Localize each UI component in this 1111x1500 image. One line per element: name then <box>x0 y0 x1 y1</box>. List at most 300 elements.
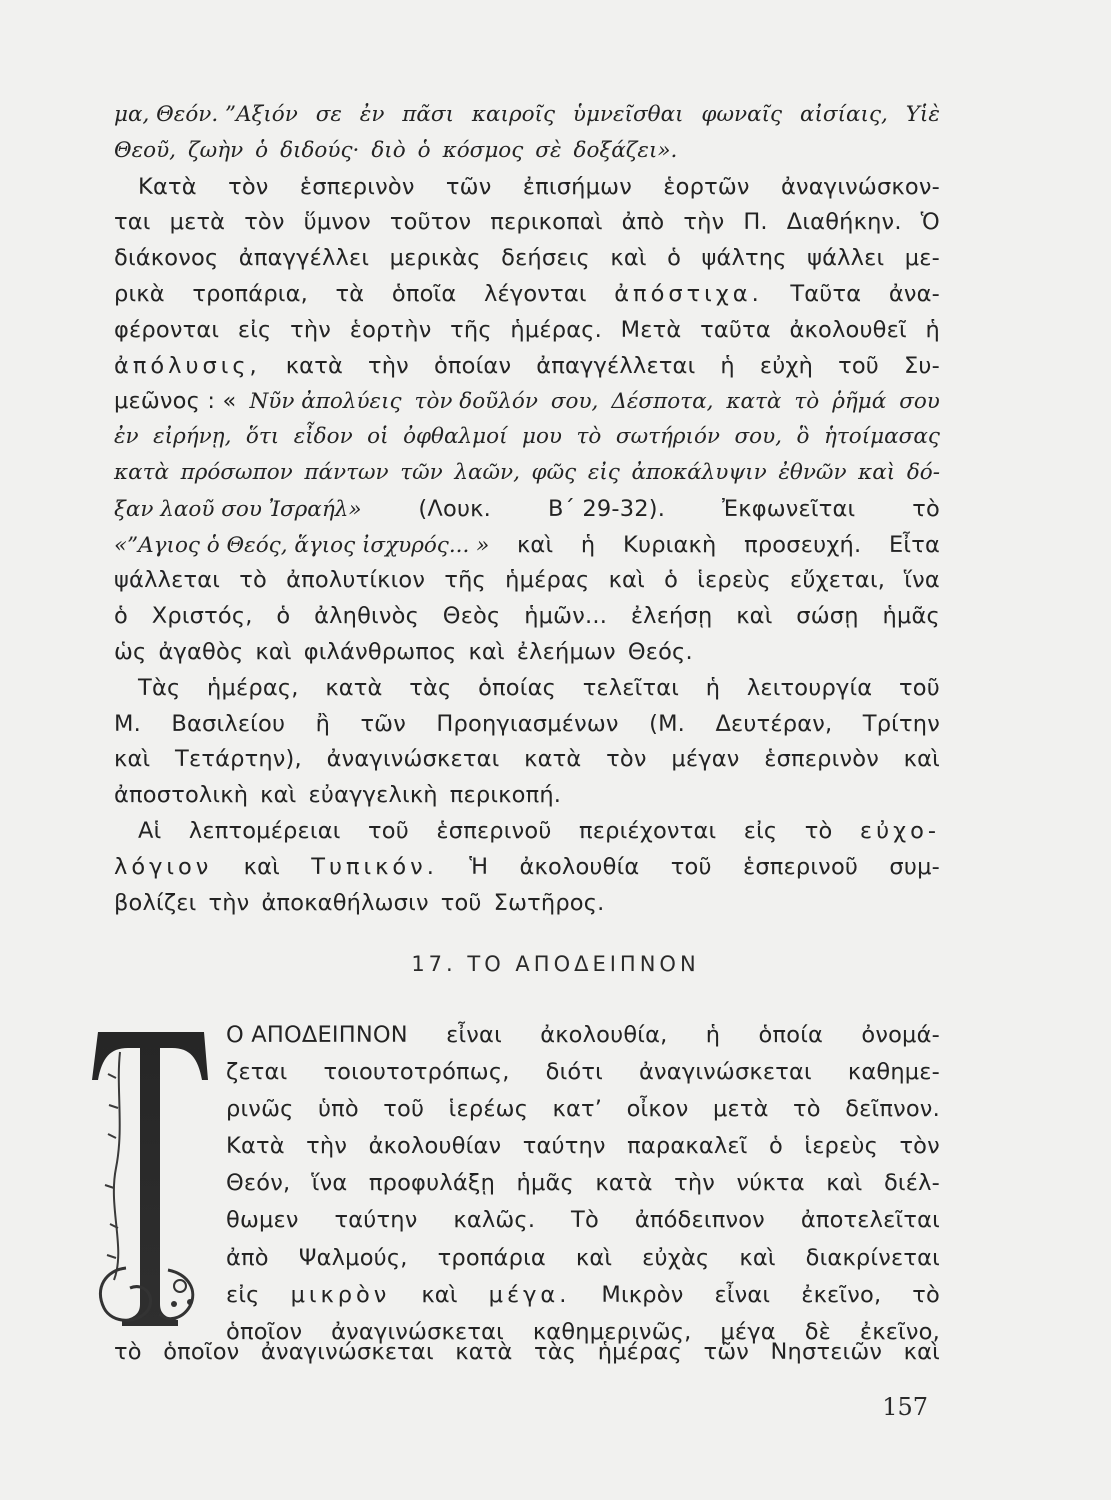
word: Νῦν ἀπολύεις <box>249 389 402 415</box>
word: σώσῃ <box>796 603 859 630</box>
word: ταύτην <box>334 1207 418 1234</box>
word: σωτήριόν <box>615 424 720 450</box>
word: Δέσποτα, <box>611 389 714 415</box>
word: τὴν <box>674 1170 716 1197</box>
text-line <box>226 1277 940 1314</box>
word: τὸν <box>228 173 269 200</box>
word: ἐλεήμων <box>516 638 616 665</box>
word: περιέχονται <box>579 817 717 844</box>
word: φωναῖς <box>701 102 783 127</box>
word: ὁποῖα <box>391 280 457 307</box>
word: ὅτι <box>245 424 280 450</box>
word: νύκτα <box>736 1170 805 1197</box>
text-block-top <box>114 97 940 920</box>
word: ὑπὸ <box>317 1096 359 1123</box>
text-line <box>226 1054 940 1091</box>
word: περικοπαὶ <box>490 209 603 236</box>
word: ψάλλει <box>807 245 885 272</box>
word: τοιουτοτρόπως, <box>323 1059 510 1086</box>
word: πᾶσι <box>402 102 455 127</box>
word: (Λουκ. <box>418 495 491 522</box>
word: σου, <box>734 424 783 450</box>
text-block-bottom <box>114 1334 940 1370</box>
word: λεπτομέρειαι <box>188 817 341 844</box>
text-line <box>114 169 940 205</box>
word: δεήσεις <box>501 245 590 272</box>
word: καὶ <box>736 603 773 630</box>
word: τὴν <box>290 316 332 343</box>
word: ἐπισήμων <box>522 173 632 200</box>
word: πάντων <box>304 459 389 485</box>
text-line <box>114 1334 940 1370</box>
word: καὶ <box>858 459 896 485</box>
word: μέγαν <box>671 746 740 773</box>
word: ξαν λαοῦ σου Ἰσραήλ» <box>114 496 362 522</box>
word: Ἡ <box>469 853 489 880</box>
text-line <box>114 383 940 419</box>
word: τὸν <box>606 746 647 773</box>
word: Ἐκφωνεῖται <box>722 495 856 522</box>
word: ὕμνον <box>303 209 371 236</box>
word: ὁ <box>664 567 679 594</box>
word: ἀπαγγέλλεται <box>536 352 696 379</box>
word: ὁποίαν <box>433 352 512 379</box>
text-line <box>114 706 940 742</box>
word: ὁ <box>769 1133 783 1160</box>
word: εὐχὰς <box>642 1244 710 1271</box>
word: ἑορτῶν <box>663 173 750 200</box>
word: τῆς <box>444 567 486 594</box>
word: ἀποστολικὴ <box>114 782 249 809</box>
word: ἐλεήσῃ <box>630 603 713 630</box>
word: ἀπόλυσις, <box>114 352 261 379</box>
word: ἐν <box>114 424 139 450</box>
word: τῶν <box>400 459 443 485</box>
word: ἐθνῶν <box>778 459 847 485</box>
word: Θεοῦ, <box>114 137 177 163</box>
word: ὁποίας <box>478 674 557 701</box>
word: εἶναι <box>714 1281 771 1308</box>
word: τὸ <box>804 817 833 844</box>
word: ἀκολουθεῖ <box>789 316 907 343</box>
word: ταύτην <box>522 1133 606 1160</box>
word: Τὸ <box>571 1207 599 1234</box>
text-line <box>114 562 940 598</box>
word: τὸν δοῦλόν <box>414 389 538 415</box>
word: ἱερεὺς <box>804 1133 879 1160</box>
word: ἐκεῖνο, <box>859 1318 940 1345</box>
word: ἑσπερινοῦ <box>436 817 552 844</box>
word: καὶ <box>243 853 280 880</box>
text-line <box>114 133 940 169</box>
word: ἡ <box>580 531 596 558</box>
text-line <box>114 598 940 634</box>
word: φιλάνθρωπος <box>303 638 457 665</box>
word: τοῦ <box>383 1096 425 1123</box>
word: καὶ <box>468 638 505 665</box>
word: ἡμέρας. <box>510 316 603 343</box>
word: τῆς <box>450 316 492 343</box>
text-line <box>226 1128 940 1165</box>
word: ἀναγινώσκεται <box>260 1339 434 1365</box>
word: ἑσπερινὸν <box>764 746 879 773</box>
word: ἀπὸ <box>621 209 665 236</box>
word: Π. <box>743 209 768 236</box>
word: καὶ <box>903 746 940 773</box>
text-line <box>226 1017 940 1054</box>
word: τὸ <box>912 495 940 522</box>
word: διὸ <box>371 137 406 163</box>
word: ἀναγινώσκεται <box>326 746 500 773</box>
word: ἑορτὴν <box>349 316 432 343</box>
word: Β΄ 29-32). <box>547 495 666 522</box>
word: Θεόν, <box>226 1170 291 1197</box>
text-line <box>114 741 940 777</box>
word: βολίζει <box>114 889 197 916</box>
word: διάκονος <box>114 245 219 272</box>
word: ὀνομά- <box>861 1022 940 1048</box>
word: ἀπαγγέλλει <box>238 245 370 272</box>
word: τροπάρια, <box>192 280 308 307</box>
word: φῶς <box>531 459 577 485</box>
word: ἡ <box>705 674 721 701</box>
word: προσευχή. <box>744 531 862 558</box>
word: με- <box>904 245 940 272</box>
word: κατὰ <box>726 389 782 415</box>
word: ὁ <box>417 137 431 163</box>
word: τῶν <box>703 1339 750 1365</box>
word: κατὰ <box>285 352 343 379</box>
word: καὶ <box>610 245 647 272</box>
text-line <box>114 240 940 276</box>
word: τὰς <box>534 1339 577 1365</box>
word: ἢ <box>315 710 331 737</box>
text-line <box>114 348 940 384</box>
text-line <box>114 634 940 670</box>
word: σου, <box>550 389 599 415</box>
word: φέρονται <box>114 316 220 343</box>
word: προφυλάξῃ <box>368 1170 496 1197</box>
word: ἡ <box>705 1022 721 1048</box>
word: εὐχο- <box>859 817 940 844</box>
text-line <box>114 813 940 849</box>
word: καὶ <box>575 1244 613 1271</box>
word: σε <box>315 102 342 127</box>
word: μέγα <box>720 1318 776 1345</box>
word: ὁποῖον <box>226 1318 303 1345</box>
word: αἰσίαις, <box>799 102 888 127</box>
word: Τετάρτην), <box>175 746 302 773</box>
word: Κυριακὴ <box>623 531 717 558</box>
word: Θεὸς <box>442 603 501 630</box>
word: ὁ <box>255 137 269 163</box>
text-line <box>114 885 940 921</box>
word: λαῶν, <box>454 459 520 485</box>
word: ἡμᾶς <box>882 603 940 630</box>
word: Βασιλείου <box>171 710 286 737</box>
word: μέγα. <box>488 1281 571 1308</box>
word: ὀφθαλμοί <box>403 424 508 450</box>
word: λόγιον <box>114 853 213 880</box>
word: Μ. <box>114 710 141 737</box>
word: τὸ <box>794 389 820 415</box>
word: εἰς <box>226 1281 260 1308</box>
word: τελεῖται <box>582 674 680 701</box>
word: καὶ <box>255 638 292 665</box>
word: Κατὰ <box>226 1133 285 1160</box>
word: κατὰ <box>114 459 170 485</box>
word: ται <box>114 209 151 236</box>
word: δεῖπνον. <box>845 1096 940 1123</box>
word: πρόσωπον <box>180 459 293 485</box>
text-line <box>114 97 940 133</box>
word: ἀπόστιχα. <box>614 280 763 307</box>
word: μα, Θεόν. ”Αξιόν <box>114 102 298 127</box>
word: κατ’ <box>552 1096 603 1123</box>
word: καιροῖς <box>471 102 556 127</box>
word: τὸν <box>899 1133 940 1160</box>
word: ἀπολυτίκιον <box>286 567 426 594</box>
word: Νηστειῶν <box>770 1339 883 1365</box>
word: τὴν <box>683 209 725 236</box>
word: τοῦ <box>838 352 880 379</box>
word: ζεται <box>226 1059 288 1086</box>
word: τὸν <box>244 209 285 236</box>
word: Ο ΑΠΟΔΕΙΠΝΟΝ <box>226 1022 408 1048</box>
text-line <box>114 312 940 348</box>
word: ἡμᾶς <box>516 1170 574 1197</box>
word: ὡς <box>114 638 147 665</box>
word: Τὰς <box>138 674 181 701</box>
word: τὸ <box>114 1339 142 1365</box>
word: ἀπὸ <box>226 1244 269 1271</box>
word: ρινῶς <box>226 1096 294 1123</box>
word: ἀκολουθία <box>519 853 640 880</box>
word: ἐν <box>359 102 385 127</box>
word: ἀνα- <box>888 280 940 307</box>
word: λέγονται <box>483 280 587 307</box>
word: ἀληθινὸς <box>314 603 420 630</box>
word: ὁποία <box>758 1022 824 1048</box>
word: εἰς <box>237 316 272 343</box>
word: ἀκολουθίαν <box>368 1133 502 1160</box>
word: ἡ <box>925 316 940 343</box>
word: μικρὸν <box>290 1281 391 1308</box>
word: Συ- <box>904 352 940 379</box>
word: τὸ <box>793 1096 821 1123</box>
word: εἰρήνῃ, <box>153 424 232 450</box>
word: διέλ- <box>883 1170 940 1197</box>
word: σὲ <box>535 137 562 163</box>
word: κατὰ <box>595 1170 653 1197</box>
word: διακρίνεται <box>805 1244 940 1271</box>
word: μου <box>522 424 563 450</box>
word: ἀποκάλυψιν <box>631 459 767 485</box>
word: ζωὴν <box>188 137 244 163</box>
word: Υἱὲ <box>905 102 940 127</box>
word: καὶ <box>260 782 297 809</box>
word: κατὰ <box>524 746 582 773</box>
word: ἡμέρας, <box>207 674 299 701</box>
text-block-section <box>226 1017 940 1351</box>
text-line <box>114 419 940 455</box>
word: (Μ. <box>649 710 686 737</box>
word: ψάλλεται <box>114 567 221 594</box>
word: ἡμέρας <box>597 1339 682 1365</box>
word: τὰς <box>409 674 452 701</box>
section-heading: 17. ΤΟ ΑΠΟΔΕΙΠΝΟΝ <box>411 952 700 976</box>
word: ἀναγινώσκεται <box>331 1318 504 1345</box>
word: τοῦ <box>670 853 712 880</box>
word: ἡτοίμασας <box>824 424 940 450</box>
word: Θεός. <box>627 638 693 665</box>
word: εὐχὴ <box>759 352 814 379</box>
word: μετὰ <box>169 209 226 236</box>
word: καὶ <box>739 1244 776 1271</box>
word: τὸ <box>239 567 267 594</box>
word: εἰς <box>743 817 778 844</box>
word: ἀναγινώσκον- <box>780 173 940 200</box>
text-line <box>114 491 940 527</box>
word: Σωτῆρος. <box>493 889 605 916</box>
word: ἑσπερινὸν <box>299 173 415 200</box>
word: ψάλτης <box>701 245 787 272</box>
word: κατὰ <box>325 674 383 701</box>
word: ἀποτελεῖται <box>800 1207 940 1234</box>
word: τὰ <box>335 280 365 307</box>
word: καὶ <box>608 567 645 594</box>
word: ἀγαθὸς <box>158 638 244 665</box>
word: Προηγιασμένων <box>436 710 619 737</box>
word: ἵνα <box>904 567 940 594</box>
text-line <box>226 1202 940 1239</box>
word: τὴν <box>208 889 250 916</box>
word: εἶναι <box>446 1022 502 1048</box>
word: συμ- <box>889 853 940 880</box>
word: διδούς· <box>280 137 360 163</box>
word: Μικρὸν <box>601 1281 684 1308</box>
text-line <box>226 1240 940 1277</box>
word: Ὁ <box>920 209 940 236</box>
word: τροπάρια <box>437 1244 546 1271</box>
word: εἶδον <box>293 424 353 450</box>
word: ἀναγινώσκεται <box>638 1059 812 1086</box>
word: Χριστός, <box>151 603 253 630</box>
word: κατὰ <box>455 1339 513 1365</box>
word: ἀποκαθήλωσιν <box>261 889 429 916</box>
word: ὁ <box>276 603 291 630</box>
word: δοξάζει». <box>573 137 678 163</box>
word: καὶ <box>421 1281 458 1308</box>
text-line <box>114 204 940 240</box>
word: καὶ <box>114 746 151 773</box>
word: ἵνα <box>311 1170 348 1197</box>
word: ἡμέρας <box>505 567 590 594</box>
text-line <box>226 1165 940 1202</box>
word: ὑμνεῖσθαι <box>572 102 684 127</box>
word: Ταῦτα <box>790 280 862 307</box>
word: Εἶτα <box>888 531 940 558</box>
word: ἱερεὺς <box>697 567 771 594</box>
word: ἡμῶν... <box>524 603 608 630</box>
word: ἀπόδειπνον <box>634 1207 765 1234</box>
word: Κατὰ <box>138 173 197 200</box>
word: οἶκον <box>626 1096 689 1123</box>
word: Διαθήκην. <box>786 209 902 236</box>
text-line <box>114 777 940 813</box>
word: καθημε- <box>847 1059 940 1086</box>
drop-cap-letter <box>86 1018 226 1330</box>
text-line <box>114 276 940 312</box>
text-line <box>114 455 940 491</box>
word: ρικὰ <box>114 280 165 307</box>
word: καὶ <box>903 1339 940 1365</box>
word: ῥῆμά <box>832 389 887 415</box>
word: τὴν <box>367 352 409 379</box>
word: καὶ <box>516 531 554 558</box>
word: καλῶς. <box>453 1207 536 1234</box>
word: τοῦτον <box>389 209 472 236</box>
word: εὐαγγελικὴ <box>308 782 438 809</box>
word: εὔχεται, <box>790 567 886 594</box>
text-line <box>226 1091 940 1128</box>
word: Τρίτην <box>862 710 940 737</box>
word: ἀκολουθία, <box>540 1022 668 1048</box>
word: ἡ <box>720 352 735 379</box>
word: «”Αγιος ὁ Θεός, ἅγιος ἰσχυρός... » <box>114 532 490 558</box>
text-line <box>114 849 940 885</box>
word: περικοπή. <box>449 782 562 809</box>
word: οἱ <box>367 424 389 450</box>
word: Ψαλμούς, <box>298 1244 408 1271</box>
word: Δευτέραν, <box>715 710 833 737</box>
word: εἰς <box>587 459 620 485</box>
word: τῶν <box>445 173 492 200</box>
word: τοῦ <box>898 674 940 701</box>
word: Τυπικόν. <box>311 853 438 880</box>
word: ἐκεῖνο, <box>801 1281 882 1308</box>
word: ὁποῖον <box>163 1339 240 1365</box>
word: ὃ <box>796 424 810 450</box>
text-line <box>114 527 940 563</box>
word: τὸ <box>912 1281 940 1308</box>
text-line <box>114 670 940 706</box>
word: μετὰ <box>712 1096 769 1123</box>
word: ἱερέως <box>448 1096 529 1123</box>
word: δό- <box>906 459 940 485</box>
word: ταῦτα <box>700 316 771 343</box>
word: τοῦ <box>368 817 409 844</box>
word: τοῦ <box>440 889 482 916</box>
word: μεῶνος : « <box>114 388 237 415</box>
word: καὶ <box>826 1170 863 1197</box>
page-number: 157 <box>882 1393 928 1421</box>
word: καθημερινῶς, <box>532 1318 692 1345</box>
word: σου <box>899 389 940 415</box>
word: ὁ <box>114 603 128 630</box>
word: Αἱ <box>138 817 162 844</box>
word: τῶν <box>360 710 406 737</box>
word: λειτουργία <box>746 674 873 701</box>
word: παρακαλεῖ <box>627 1133 748 1160</box>
word: δὲ <box>804 1318 832 1345</box>
word: θωμεν <box>226 1207 299 1234</box>
word: διότι <box>545 1059 603 1086</box>
word: μερικὰς <box>389 245 481 272</box>
word: τὸ <box>576 424 602 450</box>
word: κόσμος <box>442 137 524 163</box>
word: ὁ <box>667 245 682 272</box>
